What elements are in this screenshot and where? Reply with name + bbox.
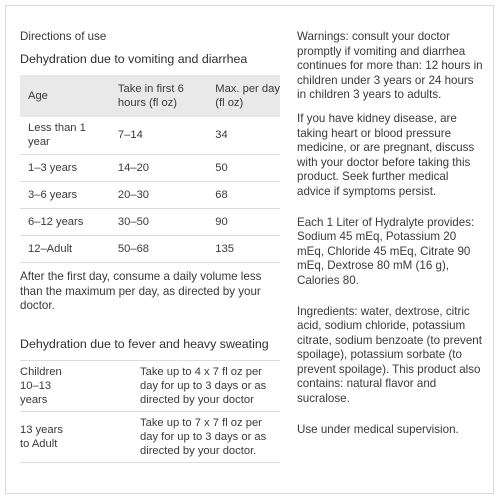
age-cell: 3–6 years (20, 182, 106, 209)
table-row (20, 360, 280, 411)
max-per-day-cell: 90 (207, 209, 280, 236)
kidney-warning-text: If you have kidney disease, are taking heart or blood pressure medicine, or are pregnant, discuss with your doctor before taking this product. Seek further medical advice if symptoms persist. (297, 111, 475, 198)
table-header-row (20, 75, 280, 117)
table-row (20, 411, 280, 462)
table-row (20, 236, 280, 263)
first-6-hours-cell: 20–30 (106, 182, 207, 209)
age-cell: Less than 1 year (20, 117, 106, 155)
directions-title: Directions of use (20, 30, 107, 43)
col-age: Age (20, 75, 106, 117)
medical-supervision-text: Use under medical supervision. (297, 422, 459, 436)
ingredients-text: Ingredients: water, dextrose, citric acid, sodium chloride, potassium citrate, sodium benzoate (to prevent spoilage), potassium sorbate (to prevent spoilage). This product also contains: natural flavor and sucralose. (297, 304, 482, 406)
max-per-day-cell: 135 (207, 236, 280, 263)
vomiting-heading: Dehydration due to vomiting and diarrhea (20, 51, 248, 66)
max-per-day-cell: 34 (207, 117, 280, 155)
nutrition-provides-text: Each 1 Liter of Hydralyte provides: Sodium 45 mEq, Potassium 20 mEq, Chloride 45 mEq, Citrate 90 mEq, Dextrose 80 mM (16 g), Calories 80. (297, 215, 475, 287)
vomiting-table (20, 75, 280, 264)
directions-column (20, 27, 280, 463)
max-per-day-cell: 50 (207, 155, 280, 182)
first-6-hours-cell: 50–68 (106, 236, 207, 263)
col-first-6-hours: Take in first 6 hours (fl oz) (106, 75, 207, 117)
table-row (20, 155, 280, 182)
age-cell: Children 10–13 years (20, 360, 132, 411)
col-max-per-day: Max. per day (fl oz) (207, 75, 280, 117)
table-row (20, 117, 280, 155)
first-6-hours-cell: 7–14 (106, 117, 207, 155)
warnings-text: Warnings: consult your doctor promptly if vomiting and diarrhea continues for more than: 12 hours in children under 3 years or 24 hours in children 3 years to adults. (297, 30, 483, 102)
age-cell: 6–12 years (20, 209, 106, 236)
table-row (20, 209, 280, 236)
fever-heading: Dehydration due to fever and heavy sweating (20, 336, 269, 351)
max-per-day-cell: 68 (207, 182, 280, 209)
age-cell: 1–3 years (20, 155, 106, 182)
dosage-cell: Take up to 7 x 7 fl oz per day for up to 3 days or as directed by your doctor. (132, 411, 280, 462)
warnings-column (297, 27, 483, 437)
after-first-day-note: After the first day, consume a daily volume less than the maximum per day, as directed by your doctor. (20, 270, 262, 313)
age-cell: 12–Adult (20, 236, 106, 263)
fever-table (20, 360, 280, 463)
first-6-hours-cell: 14–20 (106, 155, 207, 182)
age-cell: 13 years to Adult (20, 411, 132, 462)
table-row (20, 182, 280, 209)
dosage-cell: Take up to 4 x 7 fl oz per day for up to 3 days or as directed by your doctor (132, 360, 280, 411)
first-6-hours-cell: 30–50 (106, 209, 207, 236)
